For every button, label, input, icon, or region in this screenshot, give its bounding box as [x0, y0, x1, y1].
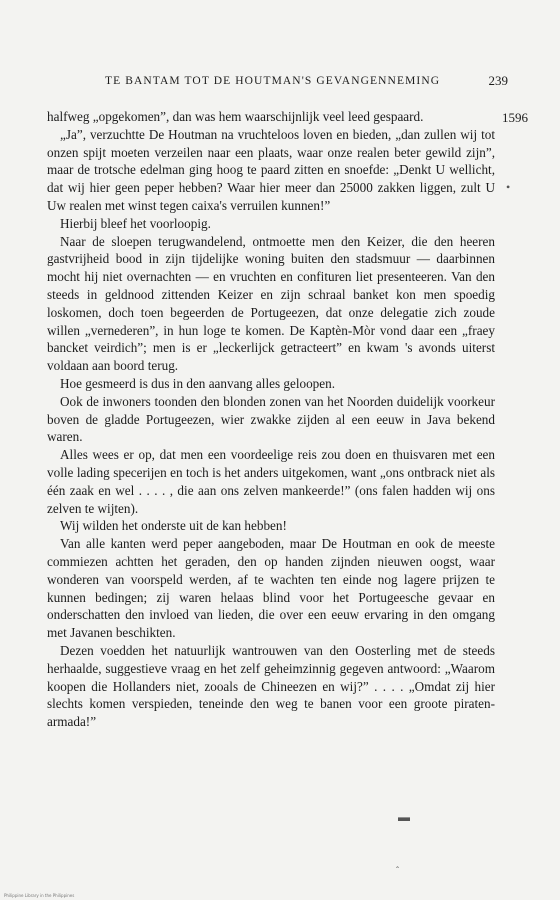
body-text — [47, 108, 495, 731]
paragraph-3: Hierbij bleef het voorloopig. — [60, 215, 211, 231]
paragraph-9: Van alle kanten werd peper aangeboden, maar De Houtman en ook de meeste commiezen achtten het geraden, den op handen zijnden nieuwen oogst, waar wonderen van voorspeld werden, af te wachten ten einde nog lagere prijzen te kunnen bedingen; zij waren helaas blind voor het Portugeesche gevaar en onderschatten den invloed van lieden, die over een eeuw ervaring in den omgang met Javanen beschikten. — [47, 536, 495, 641]
paragraph-5: Hoe gesmeerd is dus in den aanvang alles geloopen. — [60, 375, 336, 391]
page-number: 239 — [488, 73, 508, 88]
paragraph-7: Alles wees er op, dat men een voordeelige reis zou doen en thuisvaren met een volle lading specerijen en toch is het anders uitgekomen, want „ons ontbrack niet als één zaak en wel . . . . , die aan ons zelven mankeerde!” (ons falen hadden wij ons zelven te wijten). — [47, 447, 495, 516]
bottom-speck-2: ˆ — [396, 865, 399, 875]
bottom-speck: ▬ — [398, 810, 410, 824]
paragraph-6: Ook de inwoners toonden den blonden zonen van het Noorden duidelijk voorkeur boven de gladde Portugeezen, wier zwakke zijden al een eeuw in Java bekend waren. — [47, 393, 495, 445]
margin-year: 1596 — [502, 110, 528, 125]
paragraph-2: „Ja”, verzuchtte De Houtman na vruchteloos loven en bieden, „dan zullen wij tot onzen spijt moeten verzeilen naar een plaats, waar onze realen beter gewild zijn”, maar de trotsche edelman ging hoog te paard zitten en snoefde: „Denkt U wellicht, dat wij hier geen peper hebben? Waar hier meer dan 25000 zakken liggen, zult U Uw realen met winst tegen caixa's verruilen kunnen!” — [47, 126, 495, 213]
paragraph-1: halfweg „opgekomen”, dan was hem waarschijnlijk veel leed gespaard. — [47, 109, 424, 124]
paragraph-4: Naar de sloepen terugwandelend, ontmoette men den Keizer, die den heeren gastvrijheid bood in zijn tijdelijke woning buiten den stadsmuur — daarbinnen mocht hij niet overnachten — en vruchten en confituren liet presenteeren. Van den steeds in geldnood zittenden Keizer en zijn schraal banket kon men spoedig loskomen, doch toen begeerden de Portugeezen, dat onze delegatie zich zoude willen „vernederen”, in hun loge te komen. De Kaptèn-Mòr vond daar een „fraey bancket veirdich”; men is er „leckerlijck getracteert” en kwam 's avonds uiterst voldaan aan boord terug. — [47, 233, 495, 374]
scan-footer: Philippine Library in the Philippines — [4, 893, 75, 898]
running-title: TE BANTAM TOT DE HOUTMAN'S GEVANGENNEMING — [105, 75, 441, 87]
paragraph-8: Wij wilden het onderste uit de kan hebben! — [60, 518, 287, 534]
margin-speck: • — [506, 180, 511, 194]
paragraph-10: Dezen voedden het natuurlijk wantrouwen van den Oosterling met de steeds herhaalde, suggestieve vraag en het zelf geheimzinnig gegeven antwoord: „Waarom koopen die Hollanders niet, zooals de Chineezen en wij?” . . . . „Omdat zij hier slechts komen verspieden, teneinde den weg te banen voor een groote piraten-armada!” — [47, 642, 495, 730]
